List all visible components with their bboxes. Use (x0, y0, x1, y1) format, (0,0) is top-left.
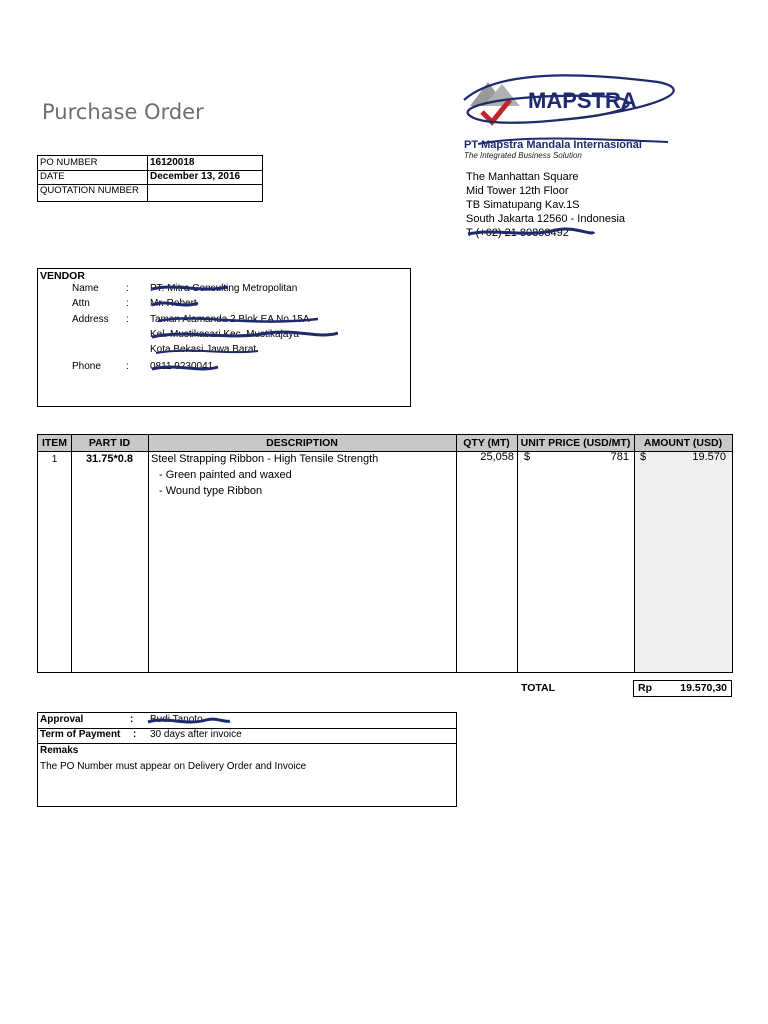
row-qty: 25,058 (480, 451, 514, 463)
row-unit-price: 781 (610, 451, 629, 463)
vendor-address-label: Address (72, 314, 109, 325)
separator: : (126, 314, 129, 325)
company-address-line: South Jakarta 12560 - Indonesia (466, 213, 626, 225)
row-unit-price-currency: $ (524, 451, 531, 463)
term-label: Term of Payment (40, 729, 121, 740)
company-logo (458, 74, 688, 154)
approval-value: Budi Tanoto (150, 714, 203, 725)
total-value: 19.570,30 (680, 682, 727, 694)
remarks-label: Remaks (40, 745, 79, 756)
col-header-qty: QTY (MT) (456, 435, 517, 452)
total-label: TOTAL (521, 682, 556, 694)
approval-box (37, 712, 457, 807)
company-address-line: Mid Tower 12th Floor (466, 185, 569, 197)
vendor-phone-value: 0811 9230041 (150, 361, 214, 372)
row-description-detail: - Green painted and waxed (159, 469, 292, 481)
col-header-item: ITEM (38, 435, 71, 452)
page-title: Purchase Order (42, 100, 204, 124)
logo-icon (458, 74, 688, 154)
row-description-detail: - Wound type Ribbon (159, 485, 263, 497)
col-header-part-id: PART ID (71, 435, 148, 452)
vendor-box (37, 268, 411, 407)
po-divider (147, 156, 148, 201)
column-divider (456, 435, 457, 672)
company-tagline: The Integrated Business Solution (464, 151, 582, 160)
total-box (633, 680, 732, 697)
separator: : (126, 298, 129, 309)
row-description: Steel Strapping Ribbon - High Tensile Strength (151, 453, 379, 465)
total-currency: Rp (638, 682, 652, 694)
vendor-phone-label: Phone (72, 361, 101, 372)
col-header-unit-price: UNIT PRICE (USD/MT) (517, 435, 634, 452)
quotation-label: QUOTATION NUMBER (40, 185, 139, 196)
vendor-attn-value: Mr. Robert (150, 298, 197, 309)
column-divider (517, 435, 518, 672)
vendor-address-line: Kel. Mustikasari Kec. Mustikajaya (150, 329, 299, 340)
row-amount-currency: $ (640, 451, 647, 463)
row-amount: 19.570 (692, 451, 726, 463)
row-item-number: 1 (51, 454, 58, 465)
items-table (37, 434, 733, 673)
amount-column-bg (634, 452, 732, 672)
separator: : (130, 714, 134, 725)
company-address-line: The Manhattan Square (466, 171, 579, 183)
po-number-value: 16120018 (150, 157, 195, 168)
separator: : (126, 361, 129, 372)
po-number-label: PO NUMBER (40, 157, 98, 168)
vendor-attn-label: Attn (72, 298, 90, 309)
term-value: 30 days after invoice (150, 729, 242, 740)
separator: : (133, 729, 137, 740)
remarks-text: The PO Number must appear on Delivery Order and Invoice (40, 761, 307, 772)
column-divider (148, 435, 149, 672)
po-info-box (37, 155, 263, 202)
vendor-address-line: Taman Alamanda 2 Blok EA No.15A (150, 314, 310, 325)
company-address-line: TB Simatupang Kav.1S (466, 199, 580, 211)
col-header-amount: AMOUNT (USD) (634, 435, 732, 452)
column-divider (71, 435, 72, 672)
vendor-address-line: Kota Bekasi Jawa Barat (150, 344, 257, 355)
vendor-heading: VENDOR (40, 270, 85, 282)
term-row (38, 728, 456, 744)
logo-text: MAPSTRA (528, 88, 637, 113)
separator: : (126, 283, 129, 294)
company-name: PT Mapstra Mandala Internasional (464, 139, 642, 151)
vendor-name-value: PT. Mitra Consulting Metropolitan (150, 283, 298, 294)
col-header-description: DESCRIPTION (148, 435, 456, 452)
vendor-name-label: Name (72, 283, 99, 294)
date-value: December 13, 2016 (150, 171, 241, 182)
date-label: DATE (40, 171, 65, 182)
company-phone: T (+62) 21 80893492 (466, 227, 569, 239)
column-divider (634, 435, 635, 672)
approval-label: Approval (40, 714, 84, 725)
approval-row (38, 713, 456, 729)
row-part-id: 31.75*0.8 (85, 453, 134, 465)
